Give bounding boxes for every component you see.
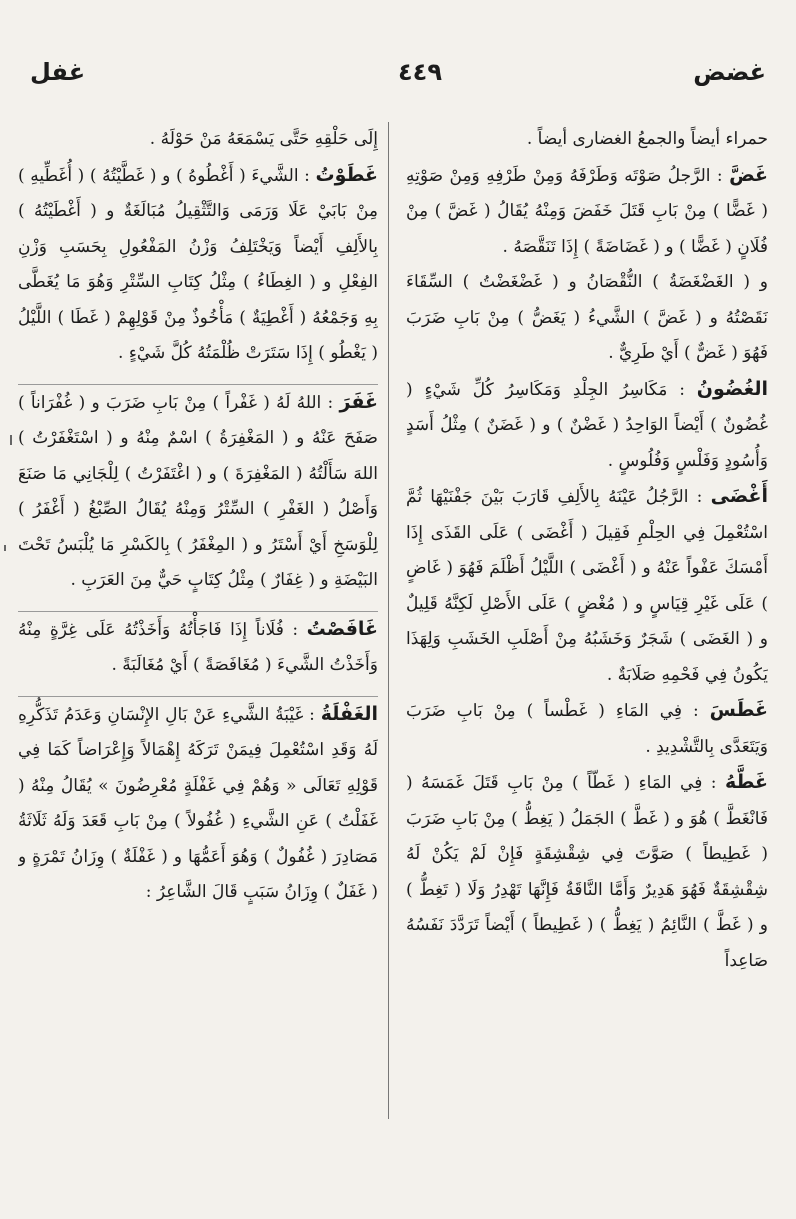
right-running-headword: غضض bbox=[693, 58, 766, 86]
left-column bbox=[18, 122, 378, 1131]
entry-headword: الغَفْلَةُ bbox=[320, 702, 378, 725]
entry-headword: غَطَوْتُ bbox=[315, 163, 378, 186]
scan-speck bbox=[10, 435, 12, 445]
entry-headword: غَطَسَ bbox=[709, 699, 768, 721]
dictionary-entry bbox=[406, 765, 768, 979]
page-number: ٤٤٩ bbox=[398, 58, 442, 86]
entry-text: إِلَى حَلْقِهِ حَتَّى يَسْمَعَهُ مَنْ حَوْلَهُ . bbox=[149, 129, 378, 149]
entry-text: : فُلَاناً إِذَا فَاجَأْتُهُ وَأَخَذْتُهُ عَلَى غِرَّةٍ مِنْهُ وَأَخَذْتُ الشَّيءَ ( مُغَافَصَةً ) أَيْ مُغَالَبَةً . bbox=[18, 619, 378, 675]
entry-text: و ( الغَضْغَضَةُ ) النُّقْصَانُ و ( غَضْغَضْتُ ) السِّقَاءَ نَقَصْتُهُ و ( غَضَّ ) الشَّيءُ ( يَغَضُّ ) مِنْ بَابِ ضَرَبَ فَهُوَ ( غَضٌّ ) أَيْ طَرِيٌّ . bbox=[406, 272, 768, 363]
column-divider bbox=[388, 122, 389, 1119]
dictionary-entry bbox=[406, 122, 768, 158]
entry-text: : الشَّيءَ ( أَغْطُوهُ ) و ( غَطَّيْتُهُ ) ( أُغَطِّيهِ ) مِنْ بَابَيْ عَلَا وَرَمَى وَالتَّثْقِيلُ مُبَالَغَةٌ و ( أَغْطَيْتُهُ ) بِالأَلِفِ أَيْضاً وَيَخْتَلِفُ وَزْنُ المَفْعُولِ بِحَسَبِ وَزْنِ الفِعْلِ و ( الغِطَاءُ ) مِثْلُ كِتَابِ السِّتْرِ وَهُوَ مَا يُغَطَّى بِهِ وَجَمْعُهُ ( أَغْطِيَةٌ ) مَأْخُوذٌ مِنْ قَوْلِهِمْ ( غَطَا ) اللَّيْلُ ( يَغْطُو ) إِذَا سَتَرَتْ ظُلْمَتُهُ كُلَّ شَيْءٍ . bbox=[18, 165, 378, 363]
dictionary-entry bbox=[18, 122, 378, 158]
entry-text: : اللهُ لَهُ ( غَفْراً ) مِنْ بَابِ ضَرَبَ و ( غُفْرَاناً ) صَفَحَ عَنْهُ و ( المَغْفِرَةُ ) اسْمٌ مِنْهُ و ( اسْتَغْفَرْتُ ) اللهَ سَأَلْتُهُ ( المَغْفِرَةَ ) و ( اغْتَفَرْتُ ) لِلْجَانِي مَا صَنَعَ وَأَصْلُ ( الغَفْرِ ) السِّتْرُ وَمِنْهُ يُقَالُ الصِّبْغُ ( أَغْفَرُ ) لِلْوَسَخِ أَيْ أَسْتَرُ و ( المِغْفَرُ ) بِالكَسْرِ مَا يُلْبَسُ تَحْتَ البَيْضَةِ و ( غِفَارٌ ) مِثْلُ كِتَابٍ حَيٌّ مِنَ العَرَبِ . bbox=[18, 392, 378, 590]
dictionary-entry bbox=[18, 385, 378, 599]
entry-headword: أَغْضَى bbox=[710, 485, 768, 507]
entry-headword: غَطَّهُ bbox=[725, 771, 768, 793]
entry-text: : فِي المَاءِ ( غَطْساً ) مِنْ بَابِ ضَرَبَ وَيَتَعَدَّى بِالتَّشْدِيدِ . bbox=[406, 701, 768, 757]
entry-headword: الغُضُونُ bbox=[696, 377, 768, 400]
page-header bbox=[30, 58, 766, 92]
dictionary-entry bbox=[18, 697, 378, 911]
dictionary-entry bbox=[406, 158, 768, 266]
entry-text: : الرَّجُلُ عَيْنَهُ بِالأَلِفِ قَارَبَ بَيْنَ جَفْنَيْهَا ثُمَّ اسْتُعْمِلَ فِي الحِلْمِ فَقِيلَ ( أَغْضَى ) عَلَى القَذَى إِذَا أَمْسَكَ عَفْواً عَنْهُ و ( أَغْضَى ) اللَّيْلُ أَظْلَمَ فَهُوَ ( غَاضٍ ) عَلَى غَيْرِ قِيَاسٍ و ( مُغْضٍ ) عَلَى الأَصْلِ لَكِنَّهُ قَلِيلٌ و ( الغَضَى ) شَجَرٌ وَخَشَبُهُ مِنْ أَصْلَبِ الخَشَبِ وَلِهَذَا يَكُونُ فِي فَحْمِهِ صَلَابَةٌ . bbox=[406, 487, 768, 685]
right-column bbox=[406, 122, 768, 1131]
entry-text: : فِي المَاءِ ( غَطّاً ) مِنْ بَابِ قَتَلَ غَمَسَهُ ( فَانْغَطَّ ) هُوَ و ( غَطَّ ) الجَمَلُ ( يَغِطُّ ) مِنْ بَابِ ضَرَبَ ( غَطِيطاً ) صَوَّتَ فِي شِقْشِقَةٍ فَإِنْ لَمْ يَكُنْ لَهُ شِقْشِقَةٌ فَهُوَ هَدِيرٌ وَأَمَّا النَّاقَةُ فَإِنَّهَا تَهْدِرُ وَلَا ( تَغِطُّ ) و ( غَطَّ ) النَّائِمُ ( يَغِطُّ ) ( غَطِيطاً ) أَيْضاً تَرَدَّدَ نَفَسُهُ صَاعِداً bbox=[406, 773, 768, 971]
dictionary-entry bbox=[18, 158, 378, 372]
entry-headword: غَافَصْتُ bbox=[306, 617, 378, 640]
left-running-headword: غفل bbox=[30, 58, 86, 86]
entry-text: : مَكَاسِرُ الجِلْدِ وَمَكَاسِرُ كُلِّ شَيْءٍ ( غُضُونٌ ) أَيْضاً الوَاحِدُ ( غَضْنٌ ) و ( غَضَنٌ ) مِثْلُ أَسَدٍ وَأُسُودٍ وَفَلْسٍ وَفُلُوسٍ . bbox=[406, 379, 768, 471]
scan-speck bbox=[4, 545, 6, 551]
entry-headword: غَفَرَ bbox=[339, 390, 378, 413]
dictionary-entry bbox=[406, 265, 768, 372]
entry-text: : غَيْبَةُ الشَّيءِ عَنْ بَالِ الإِنْسَانِ وَعَدَمُ تَذَكُّرِهِ لَهُ وَقَدِ اسْتُعْمِلَ فِيمَنْ تَرَكَهُ إِهْمَالاً وَإِعْرَاضاً كَمَا فِي قَوْلِهِ تَعَالَى « وَهُمْ فِي غَفْلَةٍ مُعْرِضُونَ » يُقَالُ مِنْهُ ( غَفَلْتُ ) عَنِ الشَّيءِ ( غُفُولاً ) مِنْ بَابِ قَعَدَ وَلَهُ ثَلَاثَةُ مَصَادِرَ ( غُفُولٌ ) وَهُوَ أَعَمُّهَا و ( غَفْلَةٌ ) وِزَانُ تَمْرَةٍ و ( غَفَلٌ ) وِزَانُ سَبَبٍ قَالَ الشَّاعِرُ : bbox=[18, 704, 378, 902]
dictionary-entry bbox=[406, 372, 768, 480]
dictionary-entry bbox=[406, 479, 768, 693]
dictionary-entry bbox=[18, 612, 378, 684]
entry-headword: غَضَّ bbox=[729, 163, 768, 186]
entry-text: : الرَّجلُ صَوْتَه وَطَرْفَهُ وَمِنْ طَرْفِهِ وَمِنْ صَوْتِهِ ( غَضًّا ) مِنْ بَابِ قَتَلَ خَفَضَ وَمِنْهُ يُقَالُ ( غَضَّ ) مِنْ فُلَانٍ ( غَضًّا ) و ( غَضَاضَةً ) إِذَا تَنَقَّصَهُ . bbox=[406, 165, 768, 257]
dictionary-entry bbox=[406, 693, 768, 765]
entry-text: حمراء أيضاً والجمعُ الغضارى أيضاً . bbox=[526, 129, 768, 149]
